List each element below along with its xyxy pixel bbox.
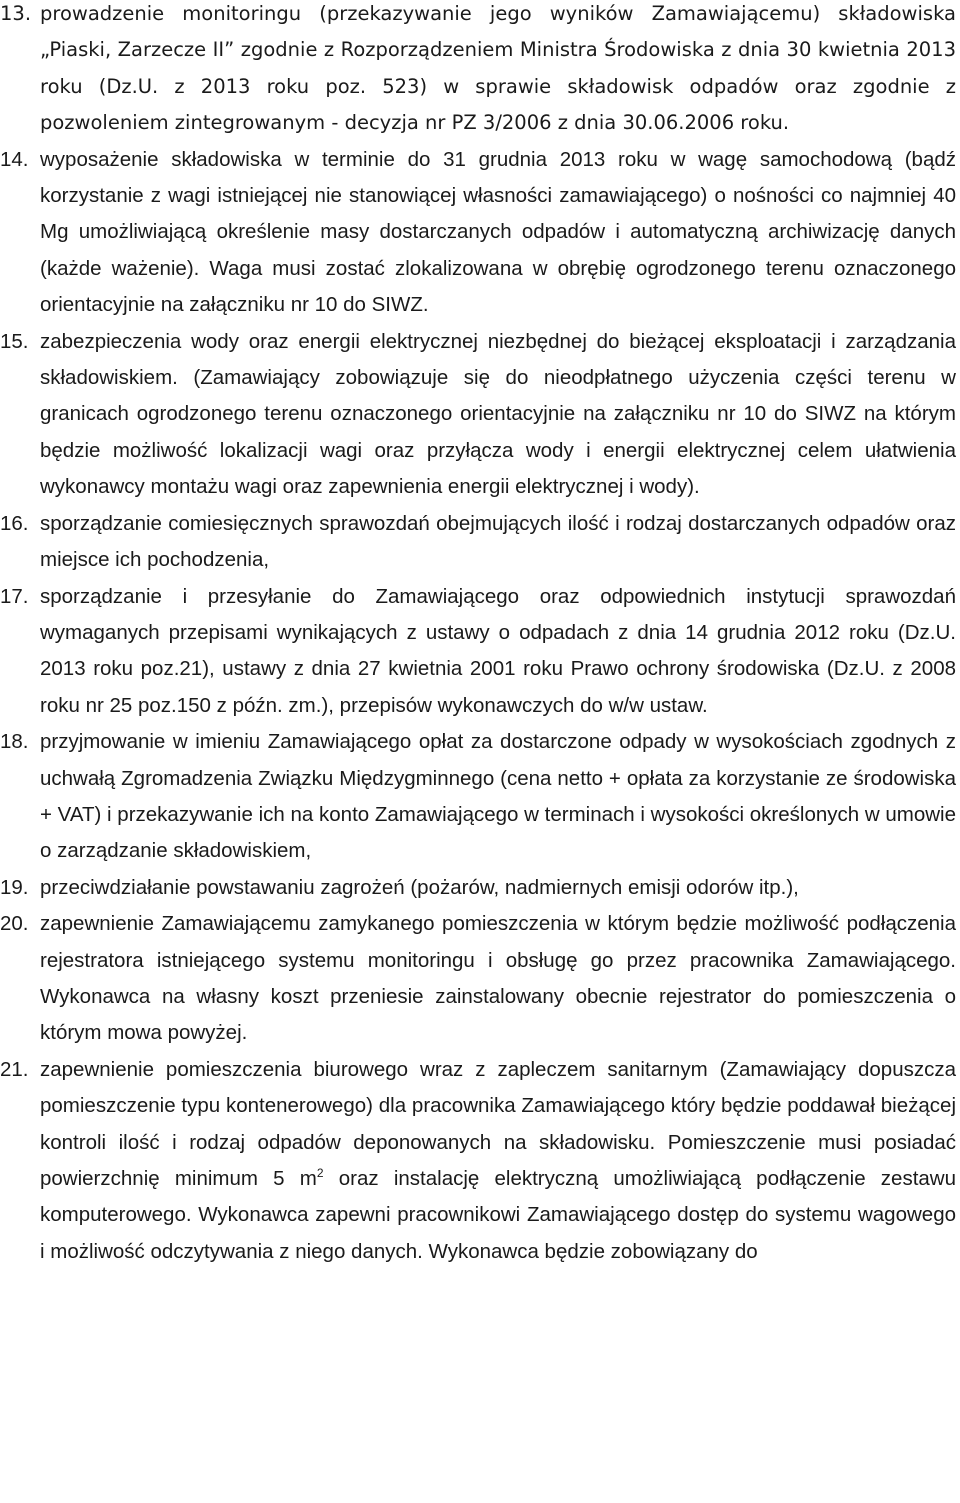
list-item-17 bbox=[0, 579, 960, 725]
superscript-exponent: 2 bbox=[316, 1166, 324, 1181]
item-text: wyposażenie składowiska w terminie do 31 grudnia 2013 roku w wagę samochodową (bądź korzystanie z wagi istniejącej nie stanowiącej własności zamawiającego) o nośności co najmniej 40 Mg umożliwiającą określenie masy dostarczanych odpadów i automatyczną archiwizację danych (każde ważenie). Waga musi zostać zlokalizowana w obrębię ogrodzonego terenu oznaczonego orientacyjnie na załączniku nr 10 do SIWZ. bbox=[40, 147, 956, 317]
item-text: prowadzenie monitoringu (przekazywanie jego wyników Zamawiającemu) składowiska „Piaski, Zarzecze II” zgodnie z Rozporządzeniem Ministra Środowiska z dnia 30 kwietnia 2013 roku (Dz.U. z 2013 roku poz. 523) w sprawie składowisk odpadów oraz zgodnie z pozwoleniem zintegrowanym - decyzja nr PZ 3/2006 z dnia 30.06.2006 roku. bbox=[40, 2, 956, 135]
item-text: sporządzanie i przesyłanie do Zamawiającego oraz odpowiednich instytucji sprawozdań wymaganych przepisami wynikających z ustawy o odpadach z dnia 14 grudnia 2012 roku (Dz.U. 2013 roku poz.21), ustawy z dnia 27 kwietnia 2001 roku Prawo ochrony środowiska (Dz.U. z 2008 roku nr 25 poz.150 z późn. zm.), przepisów wykonawczych do w/w ustaw. bbox=[40, 584, 956, 717]
item-number: 14. bbox=[0, 147, 29, 171]
item-number: 15. bbox=[0, 329, 29, 353]
item-text: sporządzanie comiesięcznych sprawozdań obejmujących ilość i rodzaj dostarczanych odpadów oraz miejsce ich pochodzenia, bbox=[40, 511, 956, 572]
list-item-13 bbox=[0, 0, 960, 142]
item-text bbox=[40, 1052, 956, 1270]
item-text: zabezpieczenia wody oraz energii elektrycznej niezbędnej do bieżącej eksploatacji i zarządzania składowiskiem. (Zamawiający zobowiązuje się do nieodpłatnego użyczenia części terenu w granicach ogrodzonego terenu oznaczonego orientacyjnie na załączniku nr 10 do SIWZ na którym będzie możliwość lokalizacji wagi oraz przyłącza wody i energii elektrycznej celem ułatwienia wykonawcy montażu wagi oraz zapewnienia energii elektrycznej i wody). bbox=[40, 329, 956, 499]
list-item-19 bbox=[0, 870, 960, 906]
item-number: 18. bbox=[0, 730, 29, 754]
item-number: 20. bbox=[0, 912, 29, 936]
list-item-18 bbox=[0, 724, 960, 870]
item-number: 13. bbox=[0, 2, 32, 25]
list-item-21 bbox=[0, 1052, 960, 1270]
item-text: przeciwdziałanie powstawaniu zagrożeń (pożarów, nadmiernych emisji odorów itp.), bbox=[40, 875, 799, 899]
list-item-20 bbox=[0, 906, 960, 1052]
item-text-part-a: zapewnienie pomieszczenia biurowego wraz z zapleczem sanitarnym (Zamawiający dopuszcza pomieszczenie typu kontenerowego) dla pracownika Zamawiającego który będzie poddawał bieżącej kontroli ilość i rodzaj odpadów deponowanych na składowisku. Pomieszczenie musi posiadać powierzchnię minimum 5 m bbox=[40, 1057, 956, 1190]
list-item-15 bbox=[0, 324, 960, 506]
item-number: 16. bbox=[0, 511, 29, 535]
item-text: przyjmowanie w imieniu Zamawiającego opłat za dostarczone odpady w wysokościach zgodnych z uchwałą Zgromadzenia Związku Międzygminnego (cena netto + opłata za korzystanie ze środowiska + VAT) i przekazywanie ich na konto Zamawiającego w terminach i wysokości określonych w umowie o zarządzanie składowiskiem, bbox=[40, 730, 956, 863]
list-item-16 bbox=[0, 506, 960, 579]
item-text-part-b: oraz instalację elektryczną umożliwiającą podłączenie zestawu komputerowego. Wykonawca zapewni pracownikowi Zamawiającego dostęp do systemu wagowego i możliwość odczytywania z niego danych. Wykonawca będzie zobowiązany do bbox=[40, 1167, 957, 1263]
item-text: zapewnienie Zamawiającemu zamykanego pomieszczenia w którym będzie możliwość podłączenia rejestratora istniejącego systemu monitoringu i obsługę go przez pracownika Zamawiającego. Wykonawca na własny koszt przeniesie zainstalowany obecnie rejestrator do pomieszczenia o którym mowa powyżej. bbox=[40, 912, 956, 1045]
item-number: 17. bbox=[0, 584, 29, 608]
item-number: 21. bbox=[0, 1057, 29, 1081]
item-number: 19. bbox=[0, 875, 29, 899]
list-item-14 bbox=[0, 142, 960, 324]
